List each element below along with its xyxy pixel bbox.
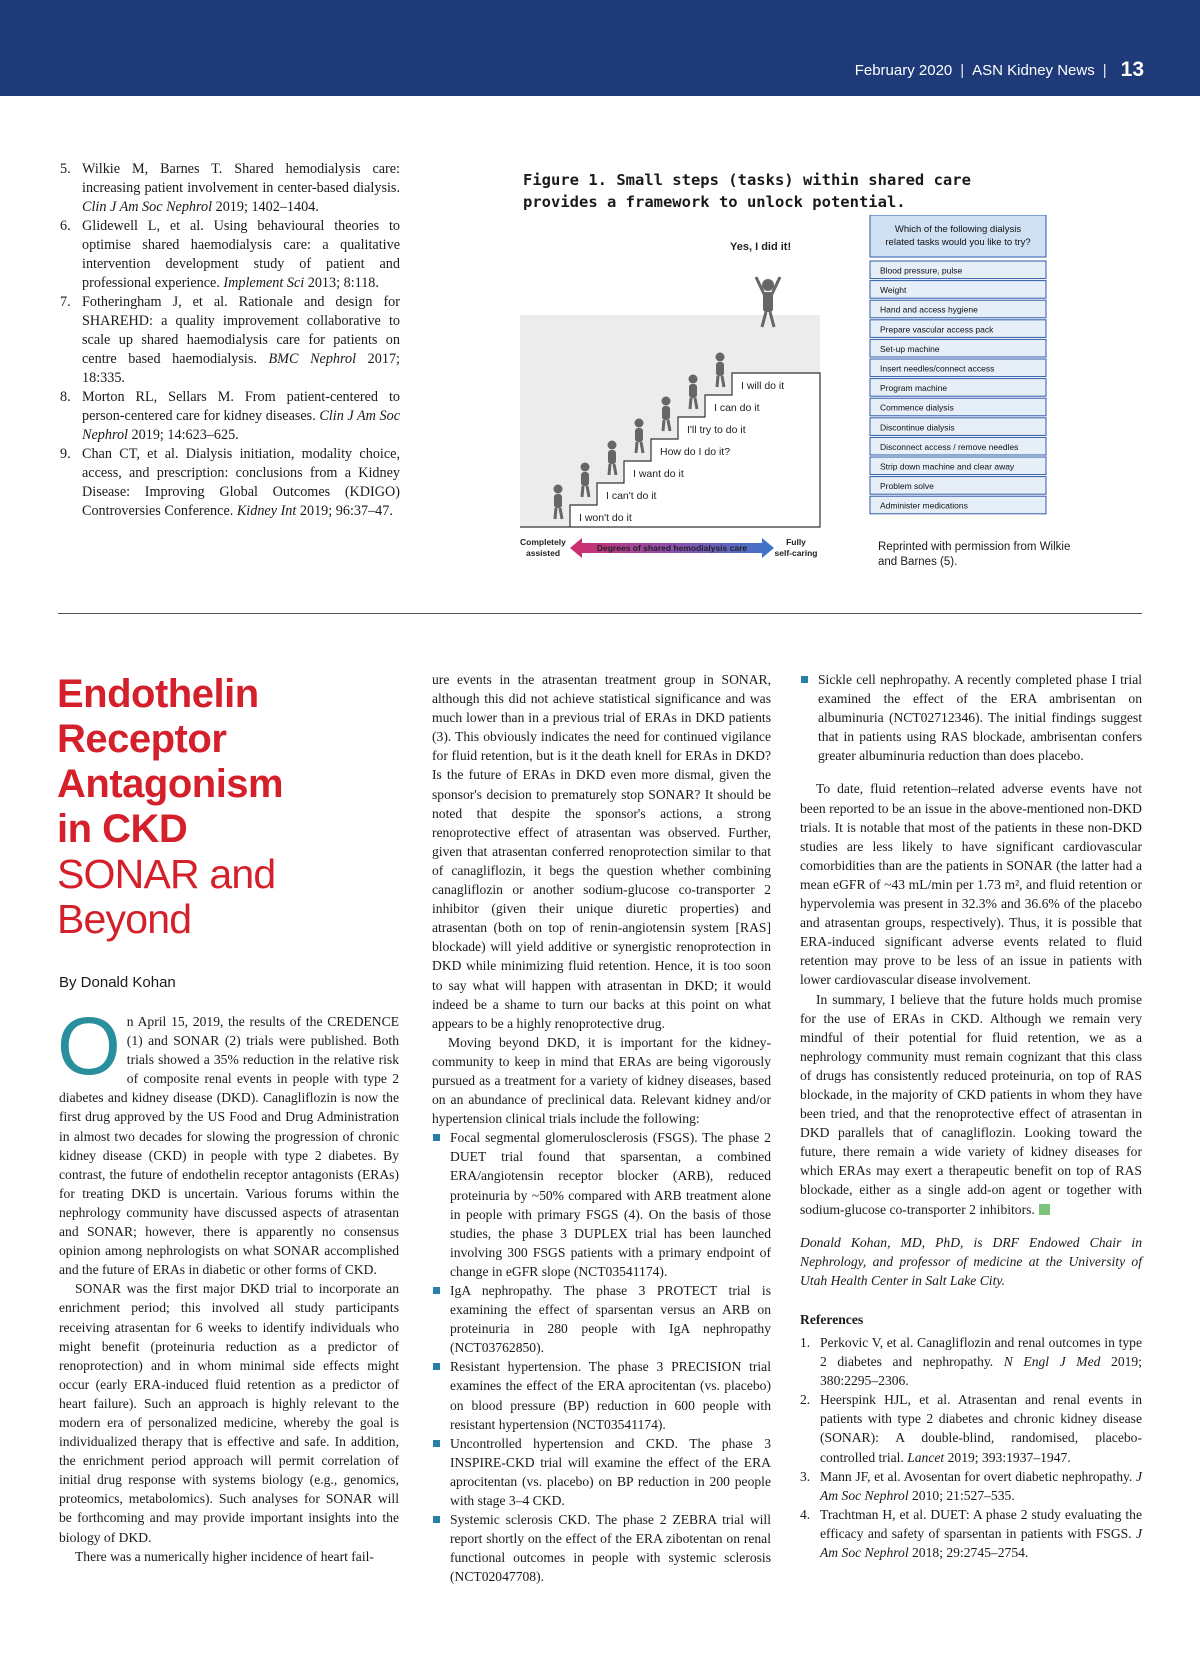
person-head bbox=[689, 375, 698, 384]
body-paragraph: There was a numerically higher incidence of heart fail- bbox=[75, 1548, 374, 1564]
task-header: related tasks would you like to try? bbox=[885, 237, 1031, 248]
top-label: Yes, I did it! bbox=[730, 241, 792, 253]
article-title bbox=[57, 672, 387, 942]
list-item: Uncontrolled hypertension and CKD. The phase 3 INSPIRE-CKD trial will examine the effect of the ERA aprocitentan (vs. placebo) on BP reduction in 200 people with stage 3–4 CKD. bbox=[432, 1434, 771, 1510]
subtitle-line: SONAR and bbox=[57, 851, 276, 897]
step-label: I can't do it bbox=[606, 490, 657, 502]
person-leg bbox=[695, 398, 697, 409]
person-leg bbox=[641, 442, 643, 453]
reference-item: 7. Fotheringham J, et al. Rationale and design for SHAREHD: a quality improvement collaborative to scale up shared haemodialysis care for patients on centre based haemodialysis. BMC Nephrol 2017; 18:335. bbox=[60, 294, 400, 386]
body-paragraph: Moving beyond DKD, it is important for the kidney-community to keep in mind that ERAs are being vigorously pursued as a treatment for a variety of kidney diseases, based on an abundance of preclinical data. Relevant kidney and/or hypertension clinical trials include the following: bbox=[432, 1034, 771, 1127]
person-body bbox=[608, 450, 616, 464]
references-list bbox=[800, 1333, 1142, 1562]
person-head bbox=[554, 485, 563, 494]
person-body bbox=[554, 494, 562, 508]
person-head bbox=[716, 353, 725, 362]
person-leg bbox=[555, 508, 556, 519]
step-label: I'll try to do it bbox=[687, 424, 746, 436]
person-head bbox=[662, 397, 671, 406]
person-leg bbox=[668, 420, 670, 431]
person-leg bbox=[614, 464, 616, 475]
person-leg bbox=[663, 420, 664, 431]
person-leg bbox=[690, 398, 691, 409]
task-label: Weight bbox=[880, 285, 907, 296]
title-line: Endothelin bbox=[57, 672, 259, 716]
task-label: Disconnect access / remove needles bbox=[880, 441, 1019, 452]
person-head bbox=[608, 441, 617, 450]
person-leg bbox=[717, 376, 718, 387]
axis-left-label: Completely bbox=[520, 537, 566, 547]
task-label: Strip down machine and clear away bbox=[880, 461, 1015, 472]
task-label: Discontinue dialysis bbox=[880, 422, 955, 433]
person-body bbox=[716, 362, 724, 376]
axis-center-label: Degrees of shared hemodialysis care bbox=[596, 543, 748, 553]
person-leg bbox=[560, 508, 562, 519]
drop-cap: O bbox=[57, 1001, 121, 1092]
list-item: Resistant hypertension. The phase 3 PRECISION trial examines the effect of the ERA aprocitentan (vs. placebo) on blood pressure (BP) reduction in 600 people with resistant hypertension (NCT03541174). bbox=[432, 1357, 771, 1433]
lead-paragraph: On April 15, 2019, the results of the CREDENCE (1) and SONAR (2) trials were published. Both trials showed a 35% reduction in the relative risk of composite renal events in people with type 2 diabetes and kidney disease (DKD). Canagliflozin is now the first drug approved by the US Food and Drug Administration in almost two decades for slowing the progression of chronic kidney disease (CKD) in people with type 2 diabetes. By contrast, the future of endothelin receptor antagonists (ERAs) for treating DKD is uncertain. Various forums within the nephrology community have discussed aspects of atrasentan and SONAR; however, there is apparently no consensus opinion among nephrologists on what SONAR accomplished and the future of ERAs in diabetic or other forms of CKD. bbox=[57, 1001, 399, 1278]
body-paragraph: SONAR was the first major DKD trial to incorporate an enrichment period; this involved all study participants receiving atrasentan for 6 weeks to identify individuals who might benefit (proteinuria reduction as a predictor of renoprotection) and in whom minimal side effects might occur (early ERA-induced fluid retention as a predictor of heart failure). Such an approach is highly relevant to the modern era of personalized medicine, whereby the goal is individualized therapy that is effective and safe. In addition, the enrichment period approach will permit correlation of initial drug response with systems biology (e.g., genomics, proteomics, metabolomics). Such analyses for SONAR will be forthcoming and may provide important insights into the biology of DKD. bbox=[59, 1281, 399, 1545]
summary-paragraph: In summary, I believe that the future holds much promise for the use of ERAs in CKD. Although we remain very mindful of their potential for fluid retention, we as a nephrology community must remain cognizant that this class of drugs has consistently reduced proteinuria, on top of RAS blockade, in the majority of CKD patients in whom they have been tried, and that the renoprotective effect of atrasentan in DKD parallels that of canagliflozin. Looking toward the future, there remain a wide variety of kidney diseases for which ERAs may exert a therapeutic benefit on top of RAS blockade, either as a single add-on agent or together with sodium-glucose co-transporter 2 inhibitors. bbox=[800, 991, 1142, 1217]
trial-list bbox=[432, 1128, 771, 1586]
figure-caption: Reprinted with permission from Wilkie and Barnes (5). bbox=[878, 541, 1071, 568]
step-label: I want do it bbox=[633, 468, 684, 480]
list-item: Systemic sclerosis CKD. The phase 2 ZEBRA trial will report shortly on the effect of the ERA zibotentan on renal functional outcomes in people with systemic sclerosis (NCT02047708). bbox=[432, 1510, 771, 1586]
person-leg bbox=[582, 486, 583, 497]
reference-item: 3. Mann JF, et al. Avosentan for overt diabetic nephropathy. J Am Soc Nephrol 2010; 21:527–535. bbox=[800, 1468, 1142, 1503]
axis-right-label: Fully bbox=[786, 537, 806, 547]
trial-list-continued bbox=[800, 670, 1142, 765]
reference-item: 8. Morton RL, Sellars M. From patient-centered to person-centered care for kidney diseases. Clin J Am Soc Nephrol 2019; 14:623–625. bbox=[60, 389, 400, 443]
axis-left-label: assisted bbox=[526, 548, 561, 558]
list-item: Focal segmental glomerulosclerosis (FSGS). The phase 2 DUET trial found that sparsentan, a combined ERA/angiotensin receptor blocker (ARB), reduced proteinuria by ~50% compared with ARB treatment alone in people with primary FSGS (4). On the basis of those studies, the phase 3 DUPLEX trial has been launched involving 300 FSGS patients with a primary endpoint of change in eGFR slope (NCT03541174). bbox=[432, 1128, 771, 1281]
task-label: Administer medications bbox=[880, 500, 968, 511]
reference-item: 5. Wilkie M, Barnes T. Shared hemodialysis care: increasing patient involvement in center-based dialysis. Clin J Am Soc Nephrol 2019; 1402–1404. bbox=[60, 161, 400, 215]
reference-item: 6. Glidewell L, et al. Using behavioural theories to optimise shared haemodialysis care: a qualitative intervention development study of patient and professional experience. Implement Sci 2013; 8:118. bbox=[60, 218, 400, 291]
task-label: Hand and access hygiene bbox=[880, 304, 978, 315]
task-label: Blood pressure, pulse bbox=[880, 265, 963, 276]
task-label: Program machine bbox=[880, 383, 948, 394]
person-head bbox=[635, 419, 644, 428]
section-divider bbox=[58, 613, 1142, 614]
person-leg bbox=[636, 442, 637, 453]
page-number: 13 bbox=[1120, 58, 1144, 81]
person-leg bbox=[609, 464, 610, 475]
issue-date: February 2020 bbox=[854, 61, 953, 79]
reference-item: 1. Perkovic V, et al. Canagliflozin and renal outcomes in type 2 diabetes and nephropathy. N Engl J Med 2019; 380:2295–2306. bbox=[800, 1335, 1142, 1389]
author-bio: Donald Kohan, MD, PhD, is DRF Endowed Chair in Nephrology, and professor of medicine at the University of Utah Health Center in Salt Lake City. bbox=[800, 1234, 1142, 1288]
article-column-2 bbox=[432, 670, 771, 1587]
person-head bbox=[581, 463, 590, 472]
task-label: Commence dialysis bbox=[880, 402, 954, 413]
step-label: How do I do it? bbox=[660, 446, 731, 458]
article-column-1 bbox=[57, 1001, 399, 1566]
title-line: Receptor bbox=[57, 717, 227, 761]
reference-item: 9. Chan CT, et al. Dialysis initiation, modality choice, access, and prescription: conclusions from a Kidney Disease: Improving Global Outcomes (KDIGO) Controversies Conference. Kidney Int 2019; 96:37–47. bbox=[60, 446, 400, 519]
publication-name: ASN Kidney News bbox=[972, 61, 1095, 79]
reference-item: 4. Trachtman H, et al. DUET: A phase 2 study evaluating the efficacy and safety of sparsentan in patients with FSGS. J Am Soc Nephrol 2018; 29:2745–2754. bbox=[800, 1506, 1142, 1561]
step-label: I can do it bbox=[714, 402, 760, 414]
page-header: February 2020 | ASN Kidney News | 13 bbox=[854, 58, 1144, 81]
previous-article-references bbox=[60, 160, 400, 521]
task-header-box bbox=[870, 215, 1046, 257]
title-line: Antagonism bbox=[57, 762, 284, 806]
reference-item: 2. Heerspink HJL, et al. Atrasentan and renal events in patients with type 2 diabetes and chronic kidney disease (SONAR): A double-blind, randomised, placebo-controlled trial. Lancet 2019; 393:1937–1947. bbox=[800, 1392, 1142, 1465]
figure-title: Figure 1. Small steps (tasks) within shared care provides a framework to unlock potential. bbox=[523, 171, 971, 211]
body-paragraph: To date, fluid retention–related adverse events have not been reported to be an issue in the above-mentioned non-DKD trials. It is notable that most of the patients in these non-DKD studies are less likely to have significant cardiovascular comorbidities than are the patients in SONAR (the latter had a mean eGFR of ~43 mL/min per 1.73 m², and fluid retention or hypervolemia was present in 32.3% and 36.6% of the placebo and atrasentan groups, respectively). Thus, it is possible that ERA-induced significant adverse events related to fluid retention may prove to be less of an issue in patients with lower cardiovascular disease involvement. bbox=[800, 781, 1142, 988]
body-paragraph: ure events in the atrasentan treatment group in SONAR, although this did not achieve statistical significance and was much lower than in a previous trial of ERAs in DKD patients (3). This obviously indicates the need for continued vigilance for fluid retention, but is it the death knell for ERAs in DKD? Is the future of ERAs in DKD even more dismal, given the sponsor's decision to prematurely stop SONAR? It should be noted that despite the sponsor's actions, a strong renoprotective effect of atrasentan was observed. Further, given that atrasentan conferred renoprotection similar to that of canagliflozin, it begs the question whether combining canagliflozin or another sodium-glucose co-transporter 2 inhibitor (given their unique diuretic properties) and atrasentan (both on top of renin-angiotensin system [RAS] blockade) will yield additive or synergistic renoprotection in DKD while minimizing fluid retention. Hence, it is too soon to say what will happen with atrasentan in DKD; it would indeed be a shame to turn our backs at this point on what appears to be a highly renoprotective drug. bbox=[432, 672, 771, 1031]
person-head bbox=[762, 279, 774, 291]
task-header: Which of the following dialysis bbox=[894, 224, 1022, 235]
person-leg bbox=[587, 486, 589, 497]
step-label: I won't do it bbox=[579, 512, 632, 524]
axis-right-label: self-caring bbox=[774, 548, 818, 558]
references-heading: References bbox=[800, 1311, 864, 1327]
subtitle-line: Beyond bbox=[57, 896, 192, 942]
list-item: Sickle cell nephropathy. A recently completed phase I trial examined the effect of the ERA ambrisentan on albuminuria (NCT02712346). The initial findings suggest that in patients using RAS blockade, ambrisentan confers greater albuminuria reduction than does placebo. bbox=[800, 670, 1142, 765]
person-body bbox=[763, 292, 773, 312]
staircase-figure bbox=[520, 215, 1060, 575]
task-label: Set-up machine bbox=[880, 343, 940, 354]
person-body bbox=[635, 428, 643, 442]
end-mark-icon bbox=[1039, 1204, 1050, 1215]
task-label: Insert needles/connect access bbox=[880, 363, 995, 374]
person-body bbox=[689, 384, 697, 398]
person-body bbox=[662, 406, 670, 420]
task-label: Problem solve bbox=[880, 481, 934, 492]
list-item: IgA nephropathy. The phase 3 PROTECT trial is examining the effect of sparsentan versus an ARB on proteinuria in 280 people with IgA nephropathy (NCT03762850). bbox=[432, 1281, 771, 1357]
article-column-3 bbox=[800, 670, 1142, 1562]
task-label: Prepare vascular access pack bbox=[880, 324, 994, 335]
step-label: I will do it bbox=[741, 380, 785, 392]
person-body bbox=[581, 472, 589, 486]
title-line: in CKD bbox=[57, 807, 188, 851]
byline: By Donald Kohan bbox=[59, 974, 176, 991]
person-leg bbox=[722, 376, 724, 387]
